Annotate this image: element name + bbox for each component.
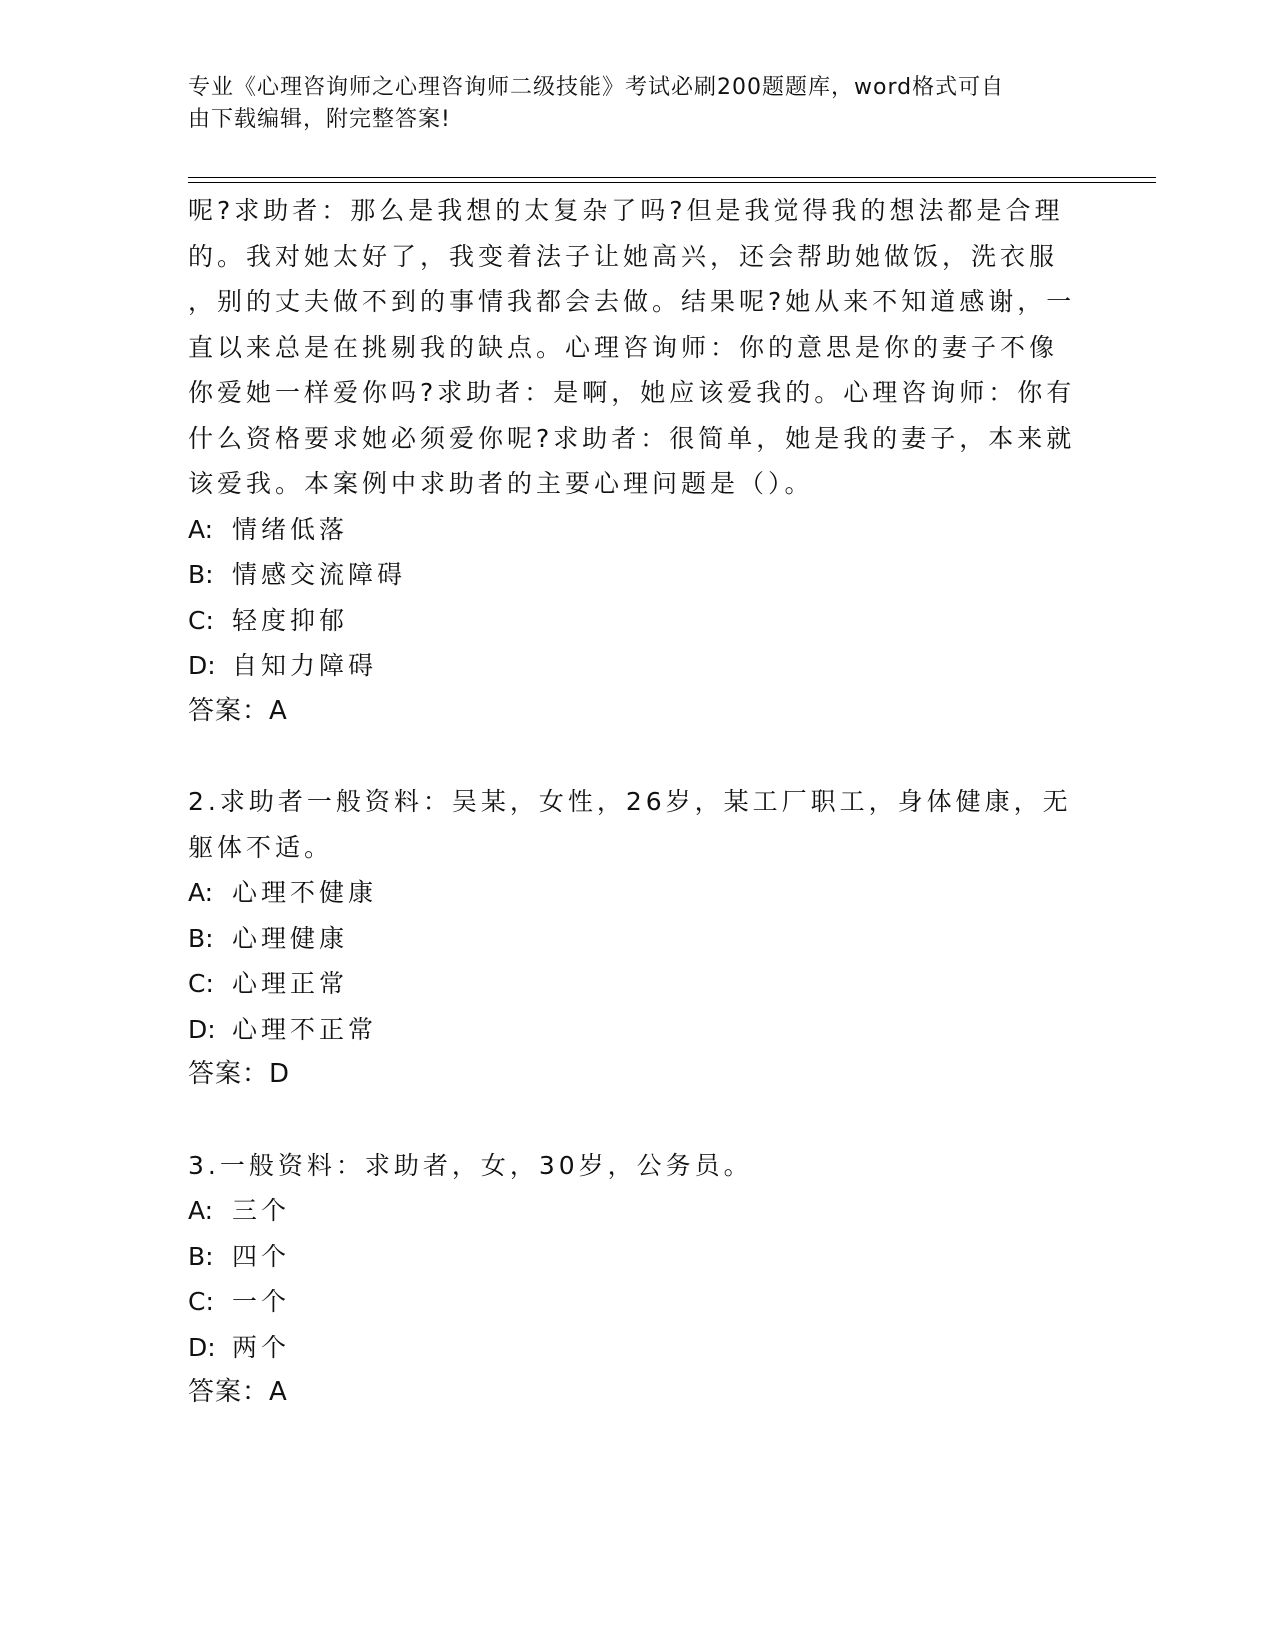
option-c [188,598,1088,644]
option-c [188,961,1088,1007]
question-block-1 [188,188,1088,734]
question-stem-line: 什么资格要求她必须爱你呢?求助者：很简单，她是我的妻子，本来就 [188,423,1076,453]
question-stem-line: ，别的丈夫做不到的事情我都会去做。结果呢?她从来不知道感谢，一 [188,287,1076,316]
option-letter: B: [188,1241,214,1271]
option-text: 心理不健康 [232,878,378,907]
option-letter: C: [188,969,214,998]
question-block-3 [188,1143,1088,1416]
option-a [188,870,1088,916]
option-letter: D: [188,1014,216,1044]
question-stem-line: 3.一般资料：求助者，女，30岁，公务员。 [188,1150,753,1180]
option-text: 两个 [232,1332,291,1362]
option-b [188,552,1088,598]
question-stem-line: 的。我对她太好了，我变着法子让她高兴，还会帮助她做饭，洗衣服 [188,241,1059,271]
option-text: 心理健康 [232,923,349,953]
spacer [188,734,1088,779]
option-letter: B: [188,923,214,953]
question-block-2 [188,779,1088,1098]
option-c [188,1279,1088,1325]
document-body [188,188,1088,1416]
option-a [188,507,1088,553]
option-letter: A: [188,1196,214,1225]
option-a [188,1188,1088,1234]
header-divider-thin [188,182,1156,183]
option-text: 一个 [232,1287,291,1316]
question-stem-line: 直以来总是在挑剔我的缺点。心理咨询师：你的意思是你的妻子不像 [188,332,1059,362]
option-letter: A: [188,514,214,544]
answer-line: 答案：D [188,1059,291,1089]
header-title-line-1: 专业《心理咨询师之心理咨询师二级技能》考试必刷200题题库，word格式可自 [188,75,1005,100]
option-b [188,1234,1088,1280]
option-letter: C: [188,1287,214,1316]
answer-line: 答案：A [188,1377,288,1407]
option-letter: A: [188,878,214,907]
option-text: 三个 [232,1196,291,1225]
question-stem-line: 躯体不适。 [188,832,334,862]
option-text: 自知力障碍 [232,651,378,680]
option-text: 心理不正常 [232,1014,378,1044]
option-d [188,1325,1088,1371]
question-stem-line: 2.求助者一般资料：吴某，女性，26岁，某工厂职工，身体健康，无 [188,787,1072,816]
header-title-line-2: 由下载编辑，附完整答案! [188,107,451,132]
option-text: 心理正常 [232,969,349,998]
option-d [188,1007,1088,1053]
question-stem-line: 呢?求助者：那么是我想的太复杂了吗?但是我觉得我的想法都是合理 [188,196,1064,225]
option-text: 轻度抑郁 [232,605,349,635]
option-letter: C: [188,605,214,635]
option-d [188,643,1088,689]
answer-line: 答案：A [188,695,288,726]
option-letter: B: [188,560,214,589]
option-text: 四个 [232,1241,291,1271]
question-stem-line: 你爱她一样爱你吗?求助者：是啊，她应该爱我的。心理咨询师：你有 [188,378,1076,407]
spacer [188,1098,1088,1143]
option-b [188,916,1088,962]
option-letter: D: [188,1332,216,1362]
question-stem-line: 该爱我。本案例中求助者的主要心理问题是（）。 [188,469,814,498]
header-divider-thick [188,177,1156,178]
option-text: 情绪低落 [232,514,349,544]
document-header [188,72,1068,136]
option-letter: D: [188,651,216,680]
option-text: 情感交流障碍 [232,560,407,589]
